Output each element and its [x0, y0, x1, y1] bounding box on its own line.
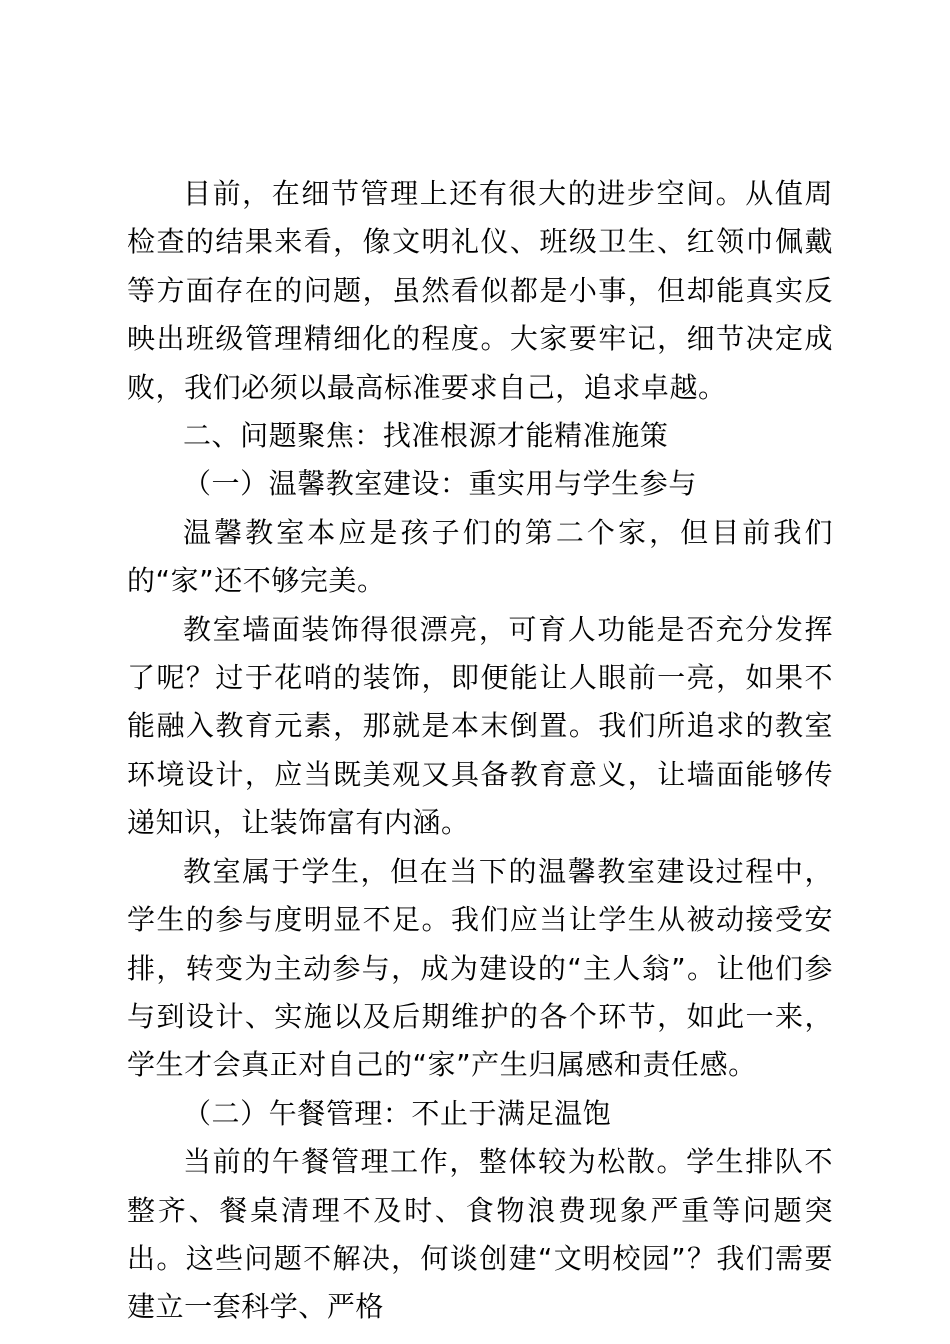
paragraph-lunch-issues: 当前的午餐管理工作，整体较为松散。学生排队不整齐、餐桌清理不及时、食物浪费现象严重等问题突出。这些问题不解决，何谈创建“文明校园”？我们需要建立一套科学、严格	[127, 1145, 833, 1324]
paragraph-student-participation: 教室属于学生，但在当下的温馨教室建设过程中，学生的参与度明显不足。我们应当让学生从被动接受安排，转变为主动参与，成为建设的“主人翁”。让他们参与到设计、实施以及后期维护的各个环节，如此一来，学生才会真正对自己的“家”产生归属感和责任感。	[127, 854, 833, 1082]
paragraph-warm-classroom-intro: 温馨教室本应是孩子们的第二个家，但目前我们的“家”还不够完美。	[127, 515, 833, 598]
subheading-warm-classroom: （一）温馨教室建设：重实用与学生参与	[183, 467, 697, 501]
document-body	[127, 170, 833, 1332]
subheading-lunch-management: （二）午餐管理：不止于满足温饱	[183, 1096, 612, 1130]
paragraph-detail-management: 目前，在细节管理上还有很大的进步空间。从值周检查的结果来看，像文明礼仪、班级卫生、红领巾佩戴等方面存在的问题，虽然看似都是小事，但却能真实反映出班级管理精细化的程度。大家要牢记，细节决定成败，我们必须以最高标准要求自己，追求卓越。	[127, 177, 833, 404]
paragraph-wall-decoration: 教室墙面装饰得很漂亮，可育人功能是否充分发挥了呢？过于花哨的装饰，即便能让人眼前一亮，如果不能融入教育元素，那就是本末倒置。我们所追求的教室环境设计，应当既美观又具备教育意义，让墙面能够传递知识，让装饰富有内涵。	[127, 612, 833, 840]
section-heading-problem-focus: 二、问题聚焦：找准根源才能精准施策	[183, 419, 669, 453]
